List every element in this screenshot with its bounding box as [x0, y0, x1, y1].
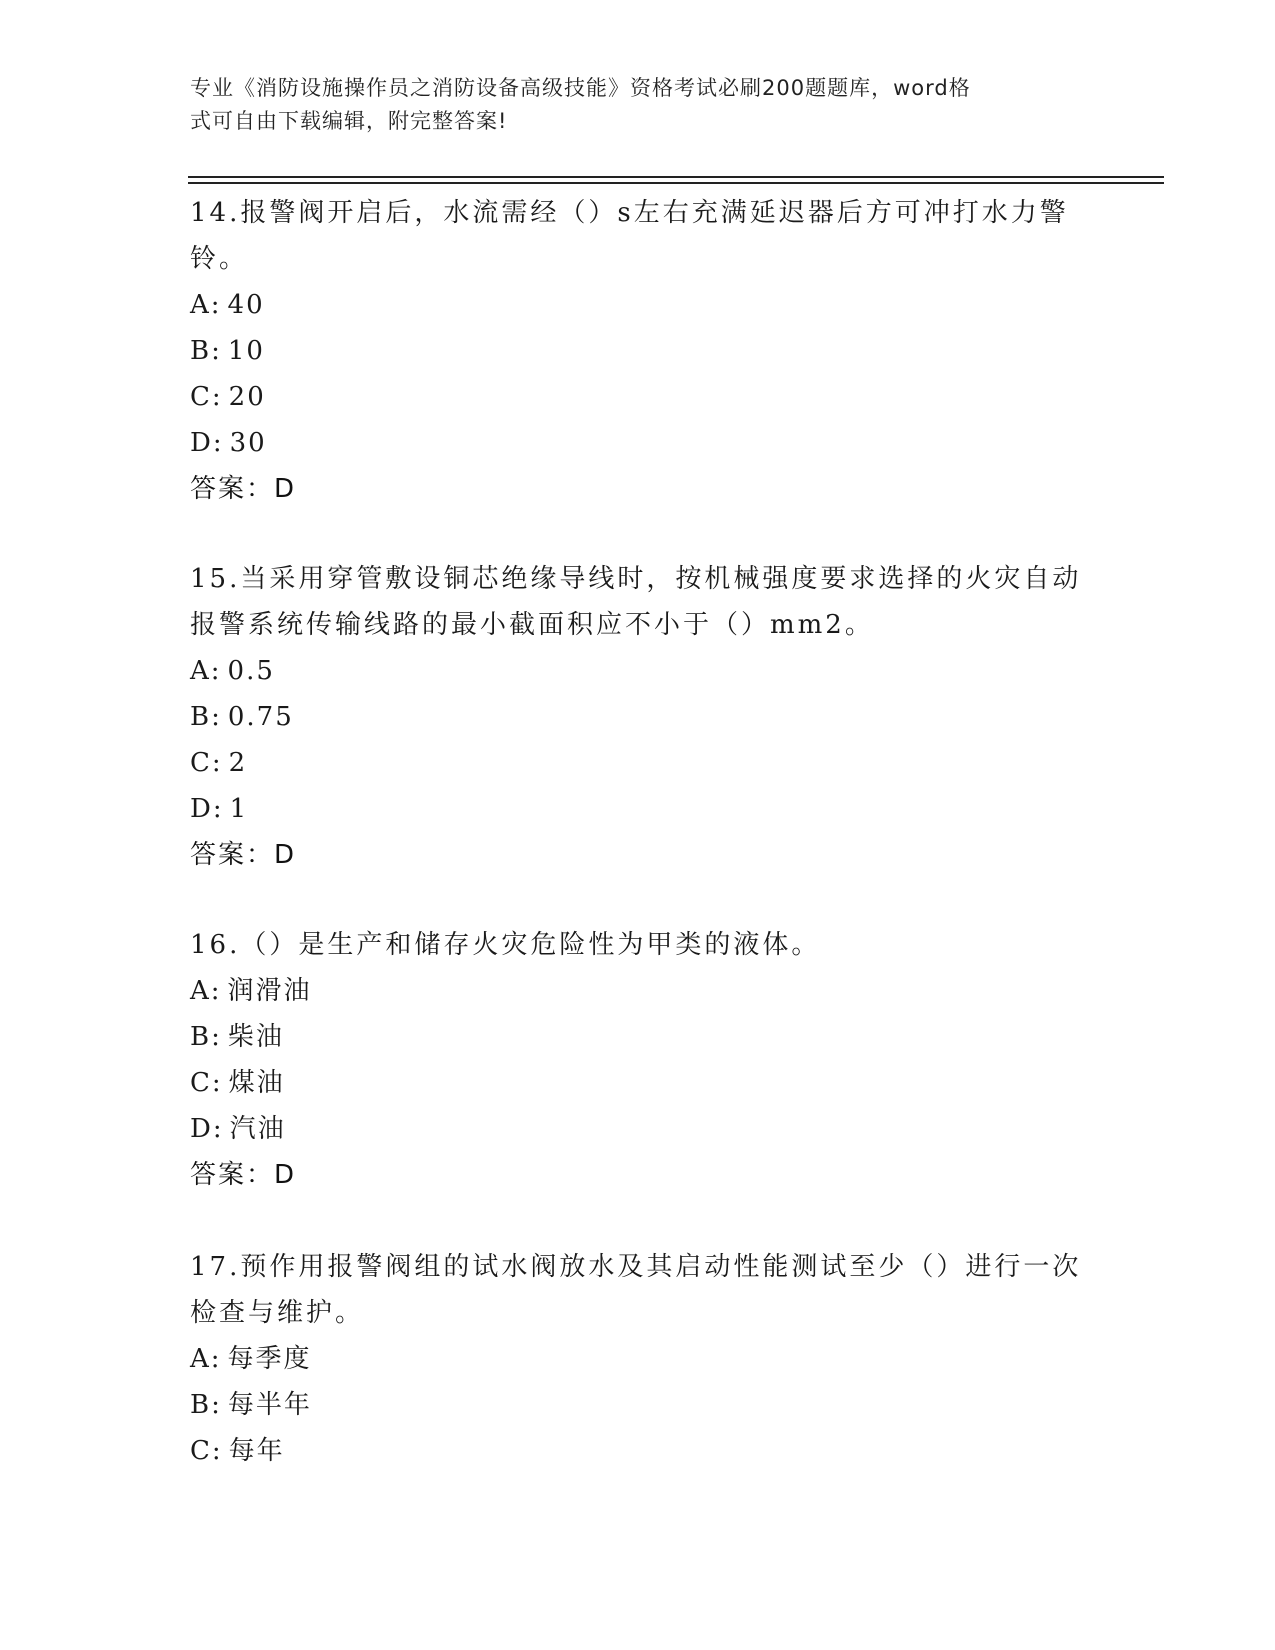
option-letter: D:	[190, 794, 224, 824]
option-value: 40	[227, 290, 265, 320]
question-16	[190, 922, 1090, 1198]
option-value: 柴油	[227, 1022, 284, 1052]
option-letter: A:	[190, 656, 222, 686]
question-17	[190, 1244, 1090, 1474]
header-divider-top	[188, 176, 1164, 178]
option-c	[190, 1060, 1090, 1106]
option-letter: C:	[190, 748, 223, 778]
question-15	[190, 556, 1090, 878]
option-b	[190, 1382, 1090, 1428]
question-stem: 17.预作用报警阀组的试水阀放水及其启动性能测试至少（）进行一次	[190, 1252, 1082, 1282]
option-letter: A:	[190, 1344, 222, 1374]
option-b	[190, 1014, 1090, 1060]
option-letter: B:	[190, 1390, 222, 1420]
option-value: 每年	[228, 1436, 285, 1466]
option-letter: D:	[190, 1114, 224, 1144]
option-value: 10	[227, 336, 265, 366]
option-letter: A:	[190, 290, 222, 320]
header-line-2: 式可自由下载编辑，附完整答案!	[190, 109, 508, 133]
question-stem-continued: 报警系统传输线路的最小截面积应不小于（）mm2。	[190, 610, 874, 640]
option-value: 2	[228, 748, 248, 778]
option-value: 煤油	[228, 1068, 285, 1098]
option-c	[190, 740, 1090, 786]
option-value: 30	[229, 428, 267, 458]
option-letter: D:	[190, 428, 224, 458]
option-value: 每半年	[227, 1390, 312, 1420]
option-letter: A:	[190, 976, 222, 1006]
option-c	[190, 374, 1090, 420]
option-value: 1	[229, 794, 249, 824]
option-value: 润滑油	[227, 976, 312, 1006]
question-stem-continued: 检查与维护。	[190, 1298, 365, 1328]
option-value: 汽油	[229, 1114, 286, 1144]
answer-text: 答案：D	[190, 474, 297, 504]
option-letter: B:	[190, 1022, 222, 1052]
option-d	[190, 786, 1090, 832]
option-b	[190, 694, 1090, 740]
option-c	[190, 1428, 1090, 1474]
option-a	[190, 968, 1090, 1014]
answer-text: 答案：D	[190, 1160, 297, 1190]
question-stem: 15.当采用穿管敷设铜芯绝缘导线时，按机械强度要求选择的火灾自动	[190, 564, 1082, 594]
option-d	[190, 420, 1090, 466]
option-letter: C:	[190, 1436, 223, 1466]
option-d	[190, 1106, 1090, 1152]
option-a	[190, 282, 1090, 328]
option-letter: B:	[190, 702, 222, 732]
option-letter: C:	[190, 382, 223, 412]
option-b	[190, 328, 1090, 374]
option-value: 每季度	[227, 1344, 312, 1374]
header-line-1: 专业《消防设施操作员之消防设备高级技能》资格考试必刷200题题库，word格	[190, 76, 971, 100]
option-a	[190, 1336, 1090, 1382]
option-value: 0.75	[227, 702, 294, 732]
header-divider-bottom	[188, 182, 1164, 184]
answer-text: 答案：D	[190, 840, 297, 870]
question-14	[190, 190, 1090, 512]
question-stem: 16.（）是生产和储存火灾危险性为甲类的液体。	[190, 930, 821, 960]
option-a	[190, 648, 1090, 694]
question-stem-continued: 铃。	[190, 244, 249, 274]
option-value: 20	[228, 382, 266, 412]
option-value: 0.5	[227, 656, 275, 686]
option-letter: B:	[190, 336, 222, 366]
option-letter: C:	[190, 1068, 223, 1098]
question-stem: 14.报警阀开启后，水流需经（）s左右充满延迟器后方可冲打水力警	[190, 198, 1069, 228]
document-header	[190, 72, 1080, 138]
